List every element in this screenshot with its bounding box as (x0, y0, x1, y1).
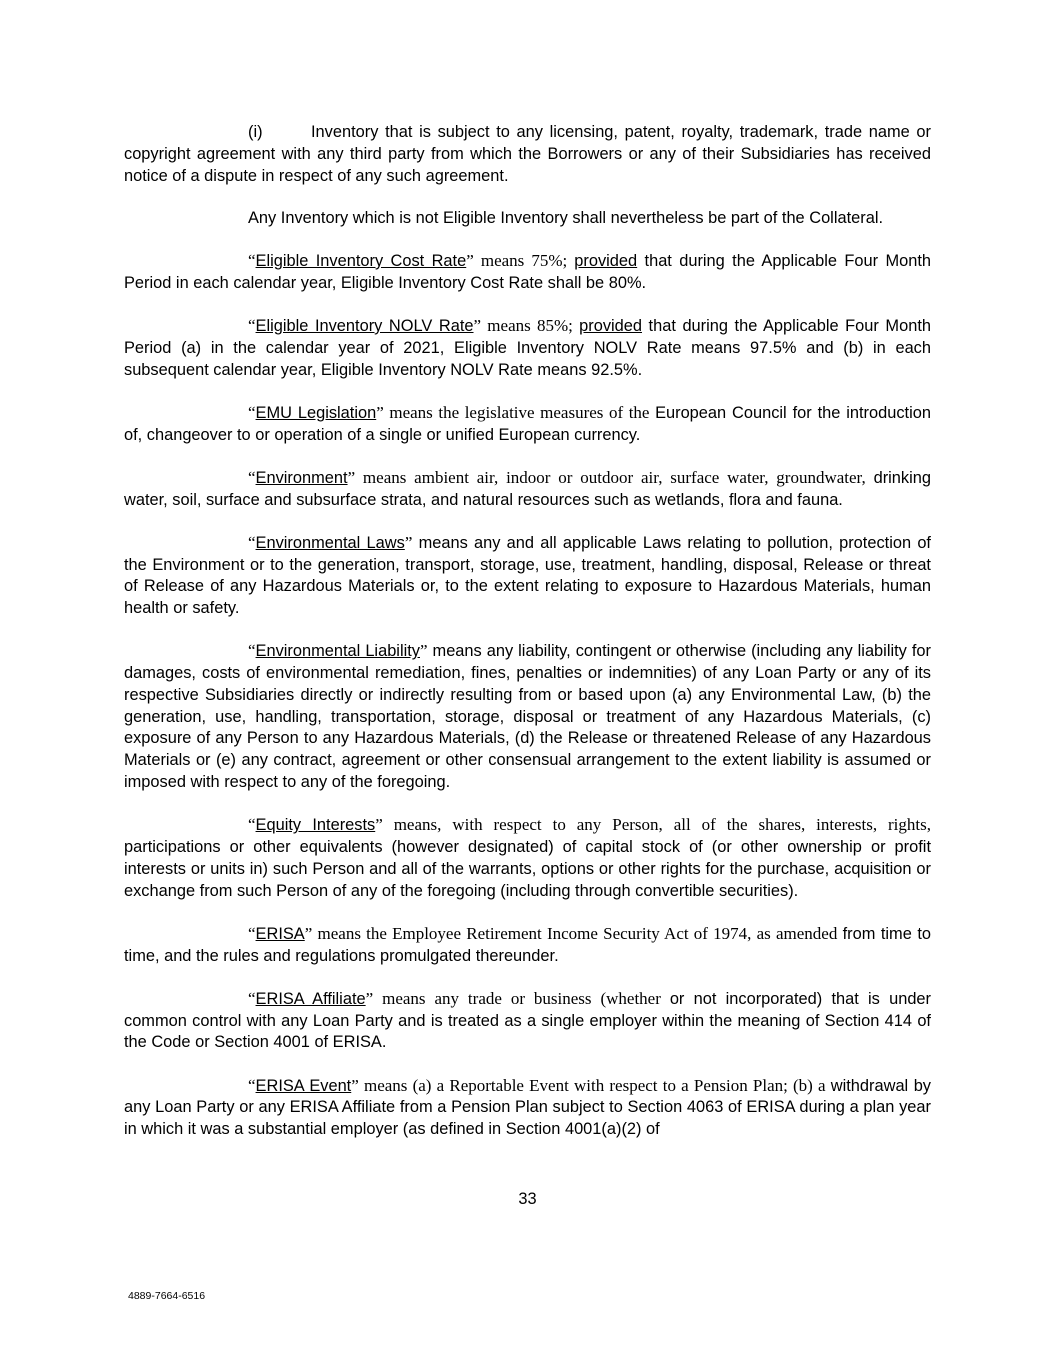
definition-text: European Council for the introduction of, changeover to or operation of a single or unified European currency. (124, 403, 931, 444)
definition-lead: means 75%; (473, 250, 575, 270)
definition-paragraph: “Environmental Liability” means any liability, contingent or otherwise (including any liability for damages, costs of environmental remediation, fines, penalties or indemnities) of any Loan Party or any of its respective Subsidiaries directly or indirectly resulting from or based upon (a) any Environmental Law, (b) the generation, use, handling, transportation, storage, disposal or treatment of any Hazardous Materials, (c) exposure of any Person to any Hazardous Materials, (d) the Release or threatened Release of any Hazardous Materials or (e) any contract, agreement or other consensual arrangement to the extent liability is assumed or imposed with respect to any of the foregoing. (124, 641, 931, 792)
definition-lead: means any trade or business (whether (373, 988, 670, 1008)
definition-text: from time to time, and the rules and regulations promulgated thereunder. (124, 924, 931, 965)
defined-term: Environmental Liability (255, 642, 420, 661)
defined-term: ERISA Affiliate (255, 989, 366, 1008)
definition-paragraph: “ERISA Event” means (a) a Reportable Event with respect to a Pension Plan; (b) a withdrawal by any Loan Party or any ERISA Affiliate from a Pension Plan subject to Section 4063 of ERISA during a plan year in which it was a substantial employer (as defined in Section 4001(a)(2) of (124, 1075, 931, 1139)
definition-lead: means the legislative measures of the (383, 402, 656, 422)
definition-text: that during the Applicable Four Month Period in each calendar year, Eligible Inventory Cost Rate shall be 80%. (124, 251, 931, 292)
defined-term: Environmental Laws (255, 533, 405, 552)
defined-term: EMU Legislation (255, 403, 377, 422)
clause-text: Inventory that is subject to any licensing, patent, royalty, trademark, trade name or copyright agreement with any third party from which the Borrowers or any of their Subsidiaries has received notice of a dispute in respect of any such agreement. (124, 123, 931, 185)
clause-i (124, 122, 931, 187)
defined-term: Equity Interests (255, 816, 376, 835)
collateral-note: Any Inventory which is not Eligible Inventory shall nevertheless be part of the Collateral. (248, 208, 884, 227)
definition-text: means any liability, contingent or otherwise (including any liability for damages, costs of environmental remediation, fines, penalties or indemnities) of any Loan Party or any of its respective Subsidiaries directly or indirectly resulting from or based upon (a) any Environmental Law, (b) the generation, use, handling, transportation, storage, disposal or treatment of any Hazardous Materials, (c) exposure of any Person to any Hazardous Materials, (d) the Release or threatened Release of any Hazardous Materials or (e) any contract, agreement or other consensual arrangement to the extent liability is assumed or imposed with respect to any of the foregoing. (124, 642, 931, 792)
definition-paragraph: “Equity Interests” means, with respect to any Person, all of the shares, interests, rights, participations or other equivalents (however designated) of capital stock of (or other ownership or profit interests or units in) such Person and all of the warrants, options or other rights for the purchase, acquisition or exchange from such Person of any of the foregoing (including through convertible securities). (124, 815, 931, 900)
definition-lead: means, with respect to any Person, all of the shares, interests, rights, (382, 815, 931, 835)
definition-paragraph: “Eligible Inventory Cost Rate” means 75%; provided that during the Applicable Four Month Period in each calendar year, Eligible Inventory Cost Rate shall be 80%. (124, 250, 931, 292)
defined-term: ERISA Event (255, 1076, 352, 1095)
clause-marker: (i) (248, 123, 263, 141)
definition-paragraph: “Eligible Inventory NOLV Rate” means 85%; provided that during the Applicable Four Month Period (a) in the calendar year of 2021, Eligible Inventory NOLV Rate means 97.5% and (b) in each subsequent calendar year, Eligible Inventory NOLV Rate means 92.5%. (124, 315, 931, 379)
defined-term: Eligible Inventory Cost Rate (255, 251, 467, 270)
definition-lead: means ambient air, indoor or outdoor air, surface water, groundwater, (355, 467, 874, 487)
definition-text: participations or other equivalents (however designated) of capital stock of (or other ownership or profit interests or units in) such Person and all of the warrants, options or other rights for the purchase, acquisition or exchange from such Person of any of the foregoing (including through convertible securities). (124, 838, 931, 900)
proviso: provided (574, 251, 638, 270)
definition-paragraph: “Environment” means ambient air, indoor or outdoor air, surface water, groundwater, drinking water, soil, surface and subsurface strata, and natural resources such as wetlands, flora and fauna. (124, 467, 931, 509)
document-id: 4889-7664-6516 (128, 1290, 206, 1302)
page-number: 33 (518, 1190, 537, 1208)
definition-text: means any and all applicable Laws relating to pollution, protection of the Environment or to the generation, transport, storage, use, treatment, handling, disposal, Release or threat of Release of any Hazardous Materials or, to the extent relating to exposure to Hazardous Materials, human health or safety. (124, 533, 931, 618)
definition-lead: means (a) a Reportable Event with respect to a Pension Plan; (b) a (358, 1075, 831, 1095)
definition-paragraph: “ERISA Affiliate” means any trade or business (whether or not incorporated) that is under common control with any Loan Party and is treated as a single employer within the meaning of Section 414 of the Code or Section 4001 of ERISA. (124, 988, 932, 1052)
defined-term: Environment (255, 468, 348, 487)
definition-paragraph: “ERISA” means the Employee Retirement Income Security Act of 1974, as amended from time to time, and the rules and regulations promulgated thereunder. (124, 923, 931, 965)
proviso: provided (579, 316, 642, 335)
definition-text: withdrawal by any Loan Party or any ERISA Affiliate from a Pension Plan subject to Section 4063 of ERISA during a plan year in which it was a substantial employer (as defined in Section 4001(a)(2) of (124, 1076, 931, 1139)
definition-lead: means 85%; (481, 315, 580, 335)
defined-term: ERISA (255, 924, 305, 943)
definition-paragraph: “EMU Legislation” means the legislative measures of the European Council for the introduction of, changeover to or operation of a single or unified European currency. (124, 402, 931, 444)
definition-text: that during the Applicable Four Month Period (a) in the calendar year of 2021, Eligible Inventory NOLV Rate means 97.5% and (b) in each subsequent calendar year, Eligible Inventory NOLV Rate means 92.5%. (124, 316, 931, 379)
definition-paragraph: “Environmental Laws” means any and all applicable Laws relating to pollution, protection of the Environment or to the generation, transport, storage, use, treatment, handling, disposal, Release or threat of Release of any Hazardous Materials or, to the extent relating to exposure to Hazardous Materials, human health or safety. (124, 532, 931, 618)
defined-term: Eligible Inventory NOLV Rate (255, 316, 474, 335)
definition-text: or not incorporated) that is under common control with any Loan Party and is treated as a single employer within the meaning of Section 414 of the Code or Section 4001 of ERISA. (124, 989, 932, 1052)
definition-lead: means the Employee Retirement Income Security Act of 1974, as amended (312, 923, 843, 943)
document-body (124, 122, 931, 1141)
definition-text: drinking water, soil, surface and subsurface strata, and natural resources such as wetlands, flora and fauna. (124, 468, 931, 509)
